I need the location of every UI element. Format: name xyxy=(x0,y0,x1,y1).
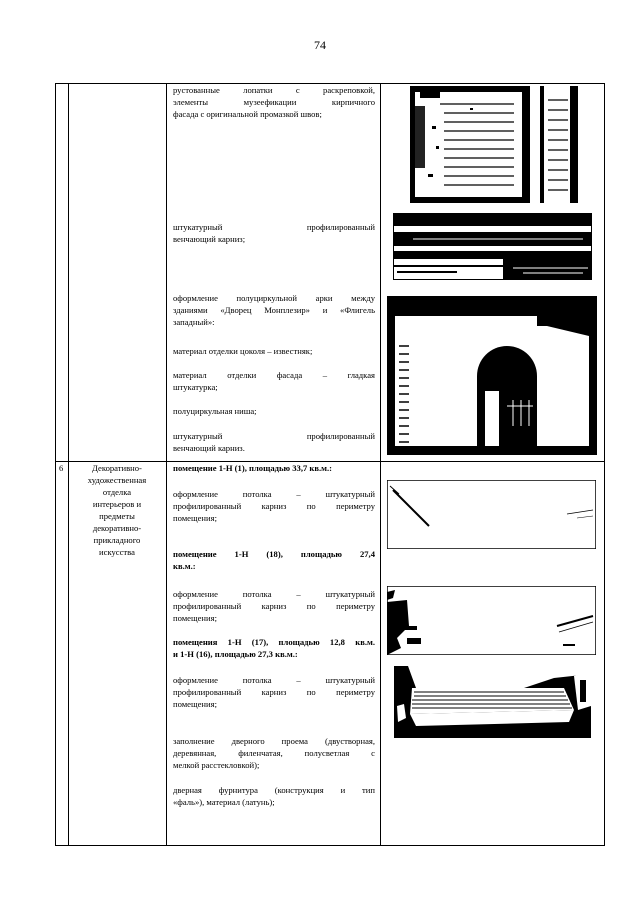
table-border-col1 xyxy=(68,83,69,845)
item-text: материал отделки фасада – гладкая xyxy=(173,370,375,380)
cornice-photo xyxy=(393,213,592,280)
item-text: венчающий карниз; xyxy=(173,234,246,244)
item-text: западный»: xyxy=(173,317,215,327)
item-text: дверная фурнитура (конструкция и тип xyxy=(173,785,375,795)
table-border-left xyxy=(55,83,56,845)
room-heading: кв.м.: xyxy=(173,561,196,571)
category-line: отделка xyxy=(102,487,132,497)
category-line: Декоративно- xyxy=(92,463,142,473)
item-text: венчающий карниз. xyxy=(173,443,245,453)
category-line: искусства xyxy=(99,547,135,557)
item-text: помещения; xyxy=(173,699,217,709)
ceiling-photo-room-17-16 xyxy=(394,666,591,738)
page-number: 74 xyxy=(314,38,326,52)
item-text: оформление потолка – штукатурный xyxy=(173,589,375,599)
category-line: художественная xyxy=(87,475,147,485)
item-text: деревянная, филенчатая, полусветлая с xyxy=(173,748,375,758)
room-heading: помещение 1-Н (1), площадью 33,7 кв.м.: xyxy=(173,463,333,473)
item-text: помещения; xyxy=(173,613,217,623)
table-border-top xyxy=(55,83,605,84)
row-separator xyxy=(55,461,605,462)
table-border-col2 xyxy=(166,83,167,845)
item-text: оформление полуциркульной арки между xyxy=(173,293,375,303)
item-text: фасада с оригинальной промазкой швов; xyxy=(173,109,322,119)
item-text: заполнение дверного проема (двустворная, xyxy=(173,736,375,746)
item-text: профилированный карниз по периметру xyxy=(173,501,375,511)
item-text: оформление потолка – штукатурный xyxy=(173,489,375,499)
room-heading: помещение 1-Н (18), площадью 27,4 xyxy=(173,549,375,559)
category-line: интерьеров и xyxy=(92,499,142,509)
item-text: штукатурка; xyxy=(173,382,218,392)
item-text: оформление потолка – штукатурный xyxy=(173,675,375,685)
category-line: прикладного xyxy=(93,535,141,545)
table-border-right xyxy=(604,83,605,845)
arch-photo xyxy=(387,296,597,455)
table-border-col3 xyxy=(380,83,381,845)
room-heading: и 1-Н (16), площадью 27,3 кв.м.: xyxy=(173,649,298,659)
item-text: профилированный карниз по периметру xyxy=(173,687,375,697)
item-text: зданиями «Дворец Монплезир» и «Флигель xyxy=(173,305,375,315)
item-text: мелкой расстекловкой); xyxy=(173,760,260,770)
item-text: полуциркульная ниша; xyxy=(173,406,257,416)
category-line: предметы xyxy=(99,511,135,521)
room-heading: помещения 1-Н (17), площадью 12,8 кв.м. xyxy=(173,637,375,647)
ceiling-photo-room-18 xyxy=(387,586,596,655)
item-text: «фаль»), материал (латунь); xyxy=(173,797,275,807)
item-text: рустованные лопатки с раскреповкой, xyxy=(173,85,375,95)
item-text: профилированный карниз по периметру xyxy=(173,601,375,611)
row-number: 6 xyxy=(59,463,64,473)
item-text: штукатурный профилированный xyxy=(173,431,375,441)
item-text: штукатурный профилированный xyxy=(173,222,375,232)
item-text: материал отделки цоколя – известняк; xyxy=(173,346,313,356)
item-text: элементы музеефикации кирпичного xyxy=(173,97,375,107)
category-line: декоративно- xyxy=(92,523,142,533)
item-text: помещения; xyxy=(173,513,217,523)
facade-pilasters-photo xyxy=(410,86,578,203)
ceiling-photo-room-1 xyxy=(387,480,596,549)
table-border-bottom xyxy=(55,845,605,846)
